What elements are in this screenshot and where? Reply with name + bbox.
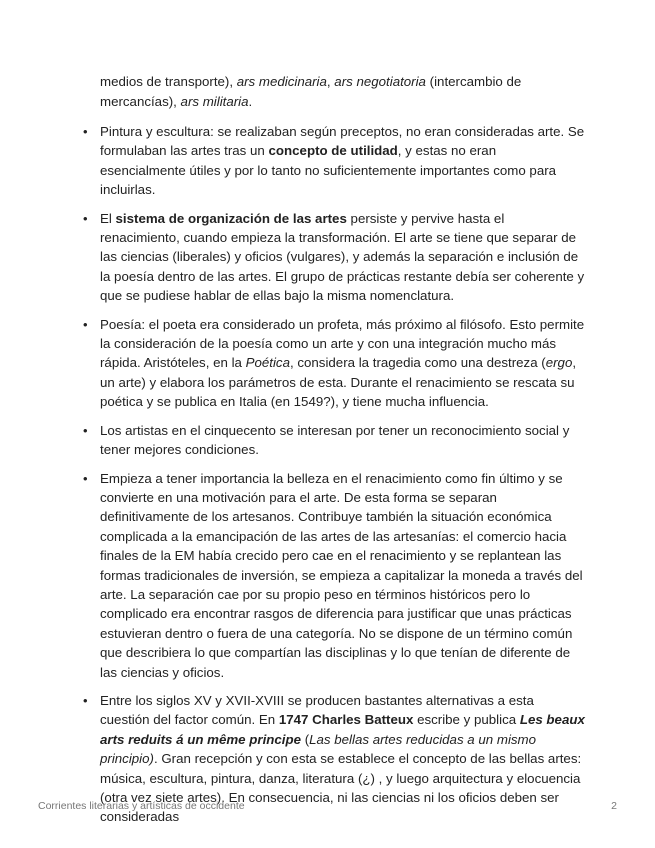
bullet-dot-icon: •	[83, 124, 88, 139]
text-run: Entre los siglos XV y XVII-XVIII se producen bastantes alternativas a esta cuestión del factor común. En	[100, 692, 534, 728]
text-run: (intercambio de mercancías),	[100, 74, 522, 109]
list-item	[80, 122, 585, 200]
list-item	[80, 421, 585, 460]
text-run: .	[248, 94, 253, 109]
list-item	[80, 209, 585, 306]
document-body	[80, 72, 585, 836]
text-run: escribe y publica	[413, 712, 520, 728]
text-run-italic: Las bellas artes reducidas a un mismo principio)	[100, 731, 537, 767]
text-run: (	[301, 731, 310, 747]
page-number: 2	[611, 800, 617, 812]
text-run: ,	[326, 74, 335, 89]
text-run: Los artistas en el cinquecento se interesan por tener un reconocimiento social y tener mejores condiciones.	[100, 422, 570, 458]
text-run: , y estas no eran esencialmente útiles y por lo tanto no suficientemente importantes como para incluirlas.	[100, 143, 557, 198]
text-run-italic: ars medicinaria	[236, 74, 327, 89]
bullet-list	[80, 122, 585, 827]
text-run: Empieza a tener importancia la belleza en el renacimiento como fin último y se convierte en una motivación para el arte. De esta forma se separan definitivamente de los artesanos. Contribuye también la situación económica complicada a la emancipación de las artes de las artesanías: el comercio hacia finales de la EM había crecido pero cae en el renacimiento y se replantean las formas tradicionales de inversión, se empieza a capitalizar la moneda a través del arte. La separación cae por su propio peso en términos históricos pero lo complicado era encontrar rasgos de diferencia para justificar que unas prácticas estuvieran dentro o fuera de una categoría. No se dispone de un término común que describiera lo que compartían las disciplinas y lo que tenían de diferente de las ciencias y oficios.	[100, 470, 583, 680]
text-run-italic: Poética	[245, 355, 290, 371]
page-footer	[38, 800, 617, 812]
bullet-dot-icon: •	[83, 316, 88, 332]
bullet-dot-icon: •	[83, 692, 88, 708]
bullet-dot-icon: •	[83, 422, 88, 438]
text-run: El	[100, 210, 116, 226]
text-run: Pintura y escultura: se realizaban según preceptos, no eran consideradas arte. Se formulaban las artes tras un	[100, 124, 585, 159]
bullet-dot-icon: •	[83, 470, 88, 486]
text-run: medios de transporte),	[100, 74, 237, 89]
text-run-italic: ars militaria	[180, 94, 249, 109]
continuation-paragraph	[100, 72, 585, 112]
text-run: , un arte) y elabora los parámetros de esta. Durante el renacimiento se rescata su poética y se publica en Italia (en 1549?), y tiene mucha influencia.	[100, 355, 577, 410]
text-run-bold: concepto de utilidad	[268, 143, 398, 159]
text-run-italic: ergo	[545, 355, 573, 371]
text-run-italic: ars negotiatoria	[334, 74, 426, 89]
text-run-bold-italic: Les beaux arts reduits á un même principe	[100, 712, 585, 747]
bullet-dot-icon: •	[83, 210, 88, 226]
text-run: persiste y pervive hasta el renacimiento, cuando empieza la transformación. El arte se tiene que separar de las ciencias (liberales) y oficios (vulgares), y además la separación e inclusión de la poesía dentro de las artes. El grupo de prácticas restante debía ser coherente y que se pudiese hablar de ellas bajo la misma nomenclatura.	[100, 210, 585, 304]
text-run: . Gran recepción y con esta se establece el concepto de las bellas artes: música, escultura, pintura, danza, literatura (¿) , y luego arquitectura y elocuencia (otra vez siete artes). En consecuencia, ni las ciencias ni los oficios deben ser consideradas	[100, 751, 582, 825]
list-item	[80, 469, 585, 682]
text-run-bold: sistema de organización de las artes	[115, 210, 347, 226]
list-item	[80, 315, 585, 412]
footer-title: Corrientes literarias y artísticas de occidente	[38, 800, 245, 812]
text-run: Poesía: el poeta era considerado un profeta, más próximo al filósofo. Esto permite la consideración de la poesía como un arte y con una integración mucho más rápida. Aristóteles, en la	[100, 316, 585, 371]
text-run-bold: 1747 Charles Batteux	[278, 712, 414, 728]
text-run: , considera la tragedia como una destreza (	[289, 355, 546, 371]
